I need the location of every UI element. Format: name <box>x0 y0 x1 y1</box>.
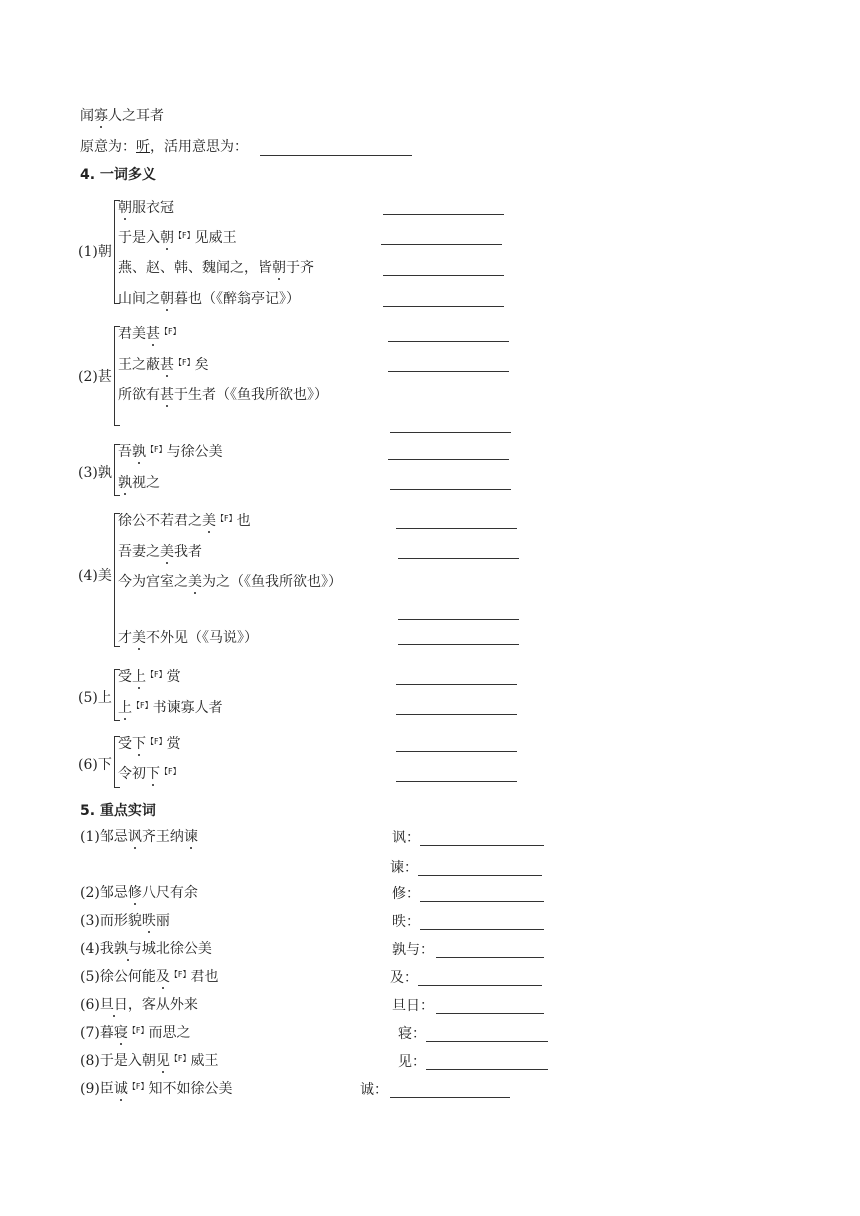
vocab-item: (4)我孰与城北徐公美 <box>80 941 212 957</box>
answer-blank[interactable] <box>388 459 509 460</box>
vocab-label: 修： <box>392 886 420 902</box>
answer-blank[interactable] <box>426 1069 548 1070</box>
answer-blank[interactable] <box>436 1013 544 1014</box>
group-item: 受下$^{【F】}$赏 <box>118 736 181 752</box>
group-label: (5)上 <box>78 690 112 706</box>
answer-blank[interactable] <box>396 751 517 752</box>
vocab-label: 诚： <box>360 1082 388 1098</box>
answer-blank[interactable] <box>398 558 519 559</box>
quote-line <box>80 107 164 125</box>
group-item: 山间之朝暮也（《醉翁亭记》） <box>118 291 300 307</box>
group-item: 君美甚$^{【F】}$ <box>118 326 181 342</box>
vocab-item: (1)邹忌讽齐王纳谏 <box>80 829 198 845</box>
vocab-label: 寝： <box>398 1026 426 1042</box>
answer-blank[interactable] <box>396 781 517 782</box>
vocab-item: (2)邹忌修八尺有余 <box>80 885 198 901</box>
answer-blank[interactable] <box>418 985 542 986</box>
answer-blank[interactable] <box>420 901 544 902</box>
vocab-item: (8)于是入朝见$^{【F】}$威王 <box>80 1053 219 1069</box>
answer-blank[interactable] <box>383 214 504 215</box>
answer-blank[interactable] <box>420 929 544 930</box>
meaning-post: ，活用意思为： <box>150 139 248 155</box>
answer-blank[interactable] <box>426 1041 548 1042</box>
group-item: 孰视之 <box>118 475 160 491</box>
answer-blank[interactable] <box>436 957 544 958</box>
group-label: (4)美 <box>78 568 112 584</box>
answer-blank[interactable] <box>418 875 542 876</box>
answer-blank[interactable] <box>383 275 504 276</box>
vocab-item: (3)而形貌昳丽 <box>80 913 170 929</box>
group-label: (3)孰 <box>78 465 112 481</box>
group-item: 王之蔽甚$^{【F】}$矣 <box>118 357 209 373</box>
answer-blank[interactable] <box>388 341 509 342</box>
meaning-pre: 原意为： <box>80 139 136 155</box>
group-item: 吾妻之美我者 <box>118 544 202 560</box>
vocab-label: 昳： <box>392 914 420 930</box>
group-item: 徐公不若君之美$^{【F】}$也 <box>118 513 251 529</box>
vocab-item: (7)暮寝$^{【F】}$而思之 <box>80 1025 191 1041</box>
vocab-label: 及： <box>390 970 418 986</box>
vocab-label: 谏： <box>390 860 418 876</box>
vocab-label: 讽： <box>392 830 420 846</box>
group-item: 所欲有甚于生者（《鱼我所欲也》） <box>118 387 328 403</box>
answer-blank[interactable] <box>398 619 519 620</box>
answer-blank[interactable] <box>396 528 517 529</box>
brace-mid <box>108 691 115 699</box>
quote-post: 人之耳者 <box>108 108 164 124</box>
brace-mid <box>108 247 115 255</box>
quote-pre: 闻 <box>80 108 94 124</box>
group-item: 于是入朝$^{【F】}$见威王 <box>118 230 237 246</box>
section5-title: 5. 重点实词 <box>80 803 156 819</box>
group-label: (1)朝 <box>78 244 112 260</box>
vocab-item: (6)旦日，客从外来 <box>80 997 198 1013</box>
group-item: 上$^{【F】}$书谏寡人者 <box>118 700 223 716</box>
brace <box>114 513 115 647</box>
group-item: 朝服衣冠 <box>118 200 174 216</box>
group-item: 今为宫室之美为之（《鱼我所欲也》） <box>118 574 342 590</box>
answer-blank[interactable] <box>260 155 412 156</box>
vocab-label: 旦日： <box>392 998 434 1014</box>
group-item: 吾孰$^{【F】}$与徐公美 <box>118 444 223 460</box>
group-label: (6)下 <box>78 757 112 773</box>
answer-blank[interactable] <box>396 684 517 685</box>
answer-blank[interactable] <box>390 1097 510 1098</box>
answer-blank[interactable] <box>398 644 519 645</box>
meaning-line <box>80 138 248 156</box>
brace-mid <box>108 372 115 380</box>
answer-blank[interactable] <box>383 306 504 307</box>
meaning-word: 听 <box>136 139 150 155</box>
answer-blank[interactable] <box>390 432 511 433</box>
answer-blank[interactable] <box>388 371 509 372</box>
brace-mid <box>108 758 115 766</box>
group-item: 才美不外见（《马说》） <box>118 630 258 646</box>
group-item: 受上$^{【F】}$赏 <box>118 669 181 685</box>
answer-blank[interactable] <box>381 244 502 245</box>
answer-blank[interactable] <box>390 489 511 490</box>
vocab-label: 见： <box>398 1054 426 1070</box>
vocab-item: (5)徐公何能及$^{【F】}$君也 <box>80 969 219 985</box>
group-label: (2)甚 <box>78 369 112 385</box>
group-item: 燕、赵、韩、魏闻之，皆朝于齐 <box>118 260 314 276</box>
brace-mid <box>108 466 115 474</box>
answer-blank[interactable] <box>420 845 544 846</box>
section4-title: 4. 一词多义 <box>80 167 156 183</box>
group-item: 令初下$^{【F】}$ <box>118 766 181 782</box>
brace-mid <box>108 572 115 580</box>
answer-blank[interactable] <box>396 714 517 715</box>
vocab-item: (9)臣诚$^{【F】}$知不如徐公美 <box>80 1081 233 1097</box>
quote-dotted-char: 寡 <box>94 108 108 124</box>
vocab-label: 孰与： <box>392 942 434 958</box>
